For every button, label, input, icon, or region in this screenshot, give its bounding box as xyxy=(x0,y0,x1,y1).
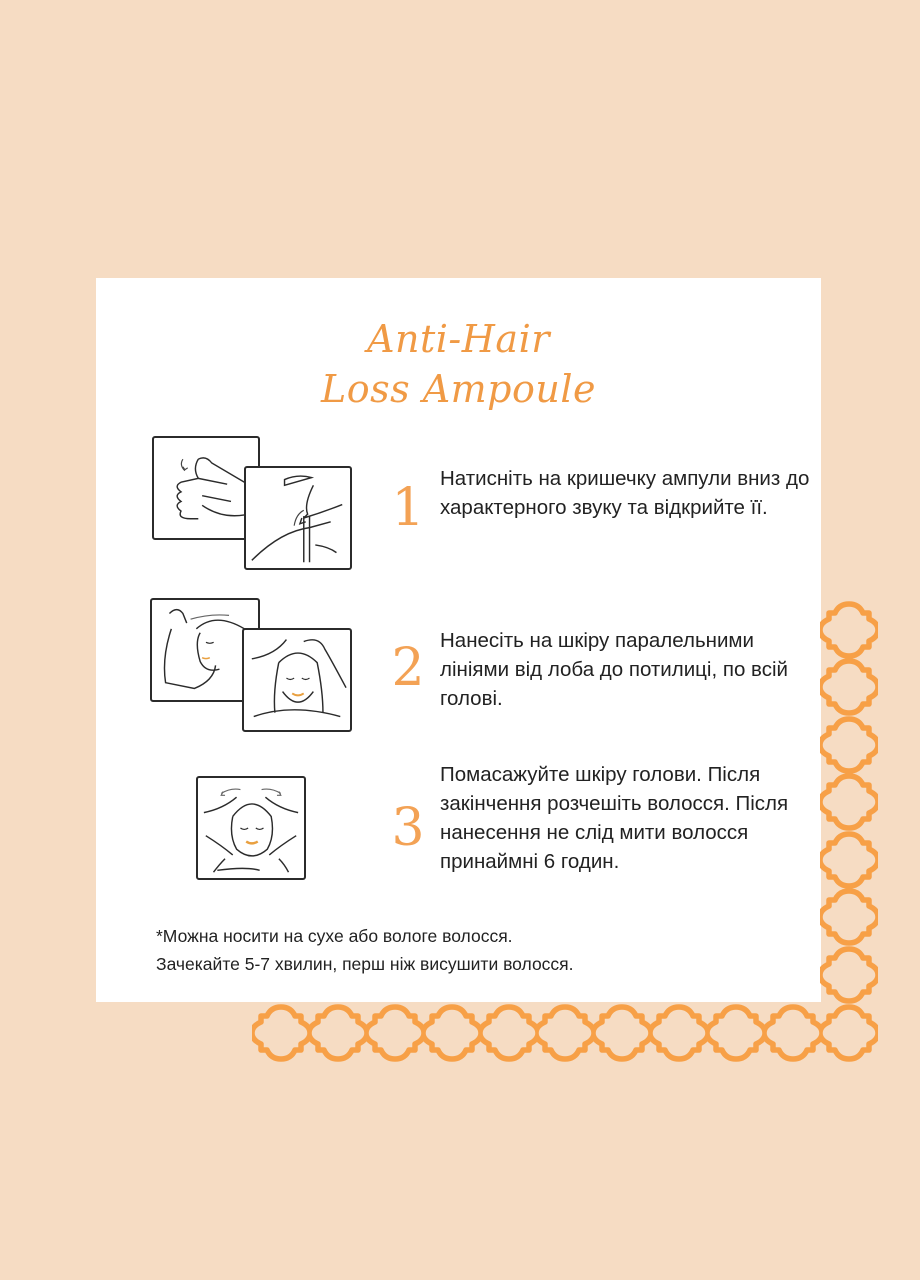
snap-cap-icon xyxy=(246,468,350,568)
quatrefoil-icon xyxy=(707,1003,765,1063)
note-line-1: *Можна носити на сухе або вологе волосся. xyxy=(156,926,513,946)
quatrefoil-icon xyxy=(593,1003,651,1063)
quatrefoil-icon xyxy=(820,657,878,717)
quatrefoil-icon xyxy=(820,715,878,775)
usage-note xyxy=(156,922,776,978)
quatrefoil-icon xyxy=(536,1003,594,1063)
step-1-text: Натисніть на кришечку ампули вниз до характерного звуку та відкрийте її. xyxy=(440,467,810,519)
step-3-number: 3 xyxy=(391,798,425,858)
note-line-2: Зачекайте 5-7 хвилин, перш ніж висушити волосся. xyxy=(156,954,574,974)
quatrefoil-icon xyxy=(820,600,878,660)
apply-to-scalp-illustration-b xyxy=(242,628,352,732)
step-2-number: 2 xyxy=(391,638,425,698)
title-line-2: Loss Ampoule xyxy=(321,367,596,411)
front-apply-icon xyxy=(244,630,350,730)
step-2-text: Нанесіть на шкіру паралельними лініями від лоба до потилиці, по всій голові. xyxy=(440,629,788,710)
instruction-card xyxy=(96,278,821,1002)
massage-scalp-illustration xyxy=(196,776,306,880)
decorative-pattern-column xyxy=(820,600,878,1060)
quatrefoil-icon xyxy=(252,1003,310,1063)
quatrefoil-icon xyxy=(820,945,878,1005)
step-1-number: 1 xyxy=(391,478,425,538)
quatrefoil-icon xyxy=(480,1003,538,1063)
step-3-text: Помасажуйте шкіру голови. Після закінчення розчешіть волосся. Після нанесення не слід мити волосся принаймні 6 годин. xyxy=(440,763,789,873)
decorative-pattern-row xyxy=(252,1003,878,1063)
quatrefoil-icon xyxy=(820,887,878,947)
quatrefoil-icon xyxy=(764,1003,822,1063)
quatrefoil-icon xyxy=(650,1003,708,1063)
thumb-press-icon xyxy=(154,438,258,538)
quatrefoil-icon xyxy=(820,1003,878,1063)
open-ampoule-illustration-b xyxy=(244,466,352,570)
quatrefoil-icon xyxy=(820,772,878,832)
title-line-1: Anti-Hair xyxy=(367,317,550,361)
quatrefoil-icon xyxy=(820,830,878,890)
head-massage-icon xyxy=(198,778,304,878)
quatrefoil-icon xyxy=(423,1003,481,1063)
product-title xyxy=(96,314,821,414)
quatrefoil-icon xyxy=(309,1003,367,1063)
quatrefoil-icon xyxy=(366,1003,424,1063)
